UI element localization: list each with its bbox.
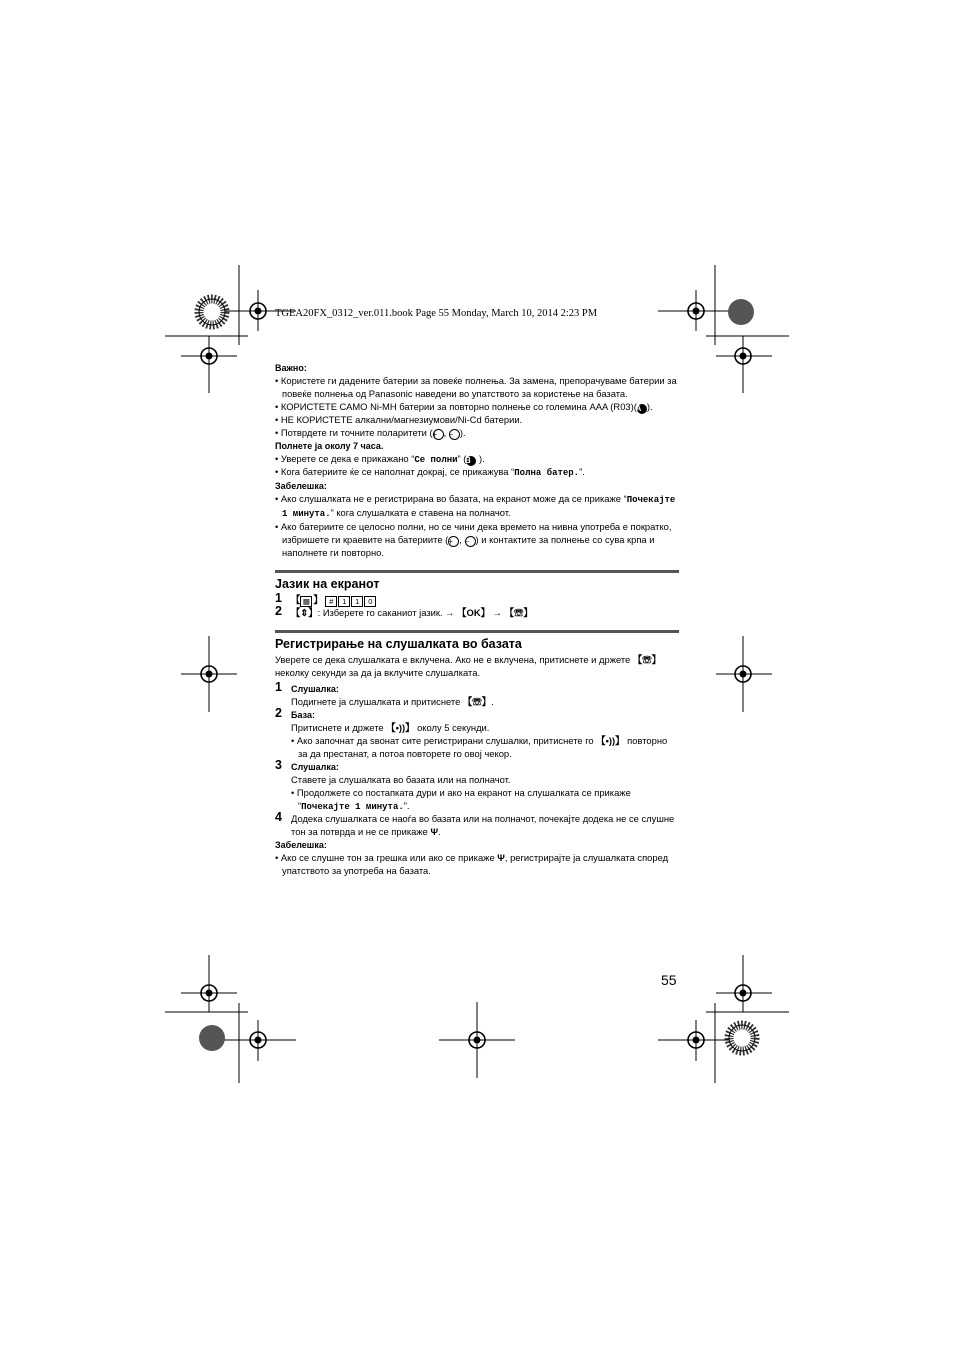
registration-section-title: Регистрирање на слушалката во базата <box>275 636 522 651</box>
battery-icon-b: B <box>466 456 476 466</box>
registration-step-1: 1 Слушалка: Подигнете ја слушалката и притиснете 【☏】. <box>275 680 494 708</box>
section-divider <box>275 630 679 633</box>
language-step-2: 2 【⇕】: Изберете го саканиот јазик. → 【OK】 → 【☏】 <box>275 603 533 618</box>
off-key-icon: 【☏】 <box>462 696 492 708</box>
note2-bullet-1: • Ако се слушне тон за грешка или ако се прикаже Ψ, регистрирајте ја слушалката според упатството за употреба на базата. <box>275 852 679 878</box>
locator-key-icon: 【•))】 <box>596 735 625 747</box>
page-number: 55 <box>661 972 677 988</box>
registration-step-3-bullet: • Продолжете со постапката дури и ако на екранот на слушалката се прикаже “Почекајте 1 минута.”. <box>275 787 679 814</box>
registration-step-4: 4 Додека слушалката се наоѓа во базата или на полначот, почекајте додека не се слушне тон за потврда и не се прикаже Ψ. <box>275 810 675 838</box>
digit-key-icon: 0 <box>364 596 376 607</box>
off-key-icon: 【☏】 <box>504 606 533 618</box>
registration-step-2-bullet: • Ако започнат да ѕвонат сите регистрирани слушалки, притиснете го 【•))】 повторно за да престанат, а потоа повторете го овој чекор. <box>275 735 679 761</box>
plus-icon: + <box>433 429 444 440</box>
language-section-title: Јазик на екранот <box>275 576 380 591</box>
important-bullet-3: • НЕ КОРИСТЕТЕ алкални/магнезиумови/Ni-Cd батерии. <box>275 414 679 427</box>
important-bullet-1: • Користете ги дадените батерии за повеќе полнења. За замена, препорачуваме батерии за повеќе полнења од Panasonic наведени во упатството за користење на базата. <box>275 375 679 401</box>
important-bullet-4: • Потврдете ги точните поларитети (+ , − ). <box>275 427 679 440</box>
registration-step-2: 2 База: Притиснете и држете 【•))】 околу 5 секунди. <box>275 706 490 734</box>
off-key-icon: 【☏】 <box>632 653 662 665</box>
note-bullet-2: • Ако батериите се целосно полни, но се чини дека времето на нивна употреба е пократко, избришете ги краевите на батериите (+ , − ) и контактите за полнење со сува крпа и наполнете ги повторно. <box>275 521 679 560</box>
registration-step-3: 3 Слушалка: Ставете ја слушалката во базата или на полначот. <box>275 757 511 785</box>
locator-key-icon: 【•))】 <box>386 722 415 734</box>
registration-intro: Уверете се дека слушалката е вклучена. Ако не е вклучена, притиснете и држете 【☏】 неколку секунди за да ја вклучите слушалката. <box>275 653 662 678</box>
minus-icon: − <box>465 536 476 547</box>
note-title: Забелешка: <box>275 481 327 492</box>
digit-key-icon: 1 <box>351 596 363 607</box>
page-content <box>275 362 679 878</box>
note2-title: Забелешка: <box>275 840 327 851</box>
minus-icon: − <box>449 429 460 440</box>
important-title: Важно: <box>275 363 307 373</box>
antenna-icon: Ψ <box>497 852 505 864</box>
note-bullet-1: • Ако слушалката не е регистрирана во базата, на екранот може да се прикаже “Почекајте 1 минута.” кога слушалката е ставена на полначот. <box>275 493 679 521</box>
antenna-icon: Ψ <box>430 826 439 838</box>
plus-icon: + <box>448 536 459 547</box>
charge-bullet-2: • Кога батериите ќе се наполнат докрај, се прикажува “Полна батер.”. <box>275 466 679 480</box>
menu-key-icon: ▦ <box>300 596 312 607</box>
important-bullet-2: • КОРИСТЕТЕ САМО Ni-MH батерии за повторно полнење со големина AAA (R03)(A ). <box>275 401 679 414</box>
charge-title: Полнете ја околу 7 часа. <box>275 440 384 451</box>
language-step-1: 1 【 ▦ 】 # 1 1 0 <box>275 594 679 607</box>
charge-bullet-1: • Уверете се дека е прикажано “Се полни” (B ). <box>275 453 679 467</box>
ok-key-icon: 【OK】 <box>457 606 490 618</box>
print-header: TGEA20FX_0312_ver.011.book Page 55 Monday, March 10, 2014 2:23 PM <box>275 308 598 319</box>
digit-key-icon: 1 <box>338 596 350 607</box>
battery-icon-a: A <box>637 404 647 414</box>
section-divider <box>275 570 679 573</box>
updown-key-icon: 【⇕】 <box>291 606 318 618</box>
hash-key-icon: # <box>325 596 337 607</box>
